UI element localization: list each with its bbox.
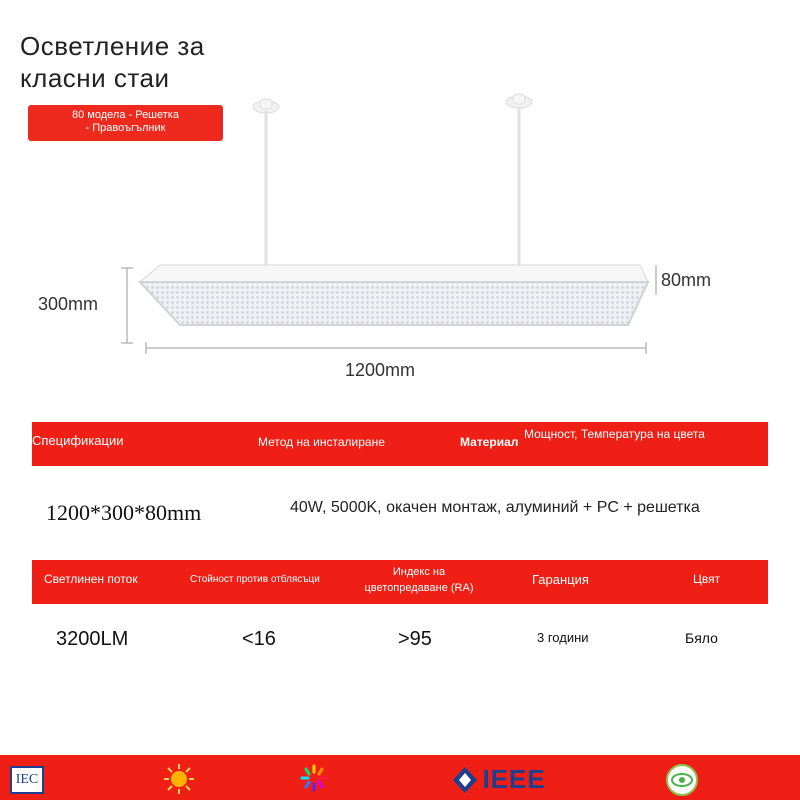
color-spectrum-icon — [298, 762, 330, 794]
depth-label: 300mm — [38, 294, 99, 314]
width-label: 1200mm — [345, 360, 416, 380]
perf-col-color: Цвят — [693, 572, 721, 586]
ieee-diamond-icon — [452, 765, 478, 795]
sun-icon — [163, 763, 195, 795]
perf-col-warranty: Гаранция — [532, 572, 589, 587]
badge-line-1: 80 модела - Решетка — [72, 109, 179, 121]
ieee-text: IEEE — [482, 764, 546, 794]
perf-color-value: Бяло — [685, 630, 718, 646]
height-label: 80mm — [661, 270, 712, 290]
perf-col-ugr: Стойност против отблясъци — [190, 574, 320, 585]
spec-col-power: Мощност, Температура на цвета — [524, 427, 705, 441]
perf-ra-value: >95 — [398, 628, 432, 650]
spec-col-material: Материал — [460, 435, 519, 449]
eye-care-icon — [665, 763, 699, 797]
iec-logo: IEC — [10, 766, 44, 794]
perf-col-ra: Индекс на цветопредаване (RA) — [364, 566, 474, 594]
spec-header-bar — [32, 422, 768, 466]
spec-col-install: Метод на инсталиране — [258, 435, 385, 449]
spec-size-value: 1200*300*80mm — [46, 500, 202, 525]
perf-col-flux: Светлинен поток — [44, 572, 138, 586]
page-title: Осветление за класни стаи — [20, 31, 205, 93]
badge-line-2: - Правоъгълник — [85, 122, 166, 134]
performance-header-bar — [32, 560, 768, 604]
spec-col-specs: Спецификации — [32, 433, 124, 448]
perf-ugr-value: <16 — [242, 628, 276, 650]
perf-flux-value: 3200LM — [56, 628, 129, 650]
spec-details-value: 40W, 5000K, окачен монтаж, алуминий + PC + решетка — [290, 499, 700, 516]
perf-warranty-value: 3 години — [537, 630, 589, 645]
lamp-illustration — [0, 85, 800, 365]
ieee-logo — [452, 764, 546, 794]
